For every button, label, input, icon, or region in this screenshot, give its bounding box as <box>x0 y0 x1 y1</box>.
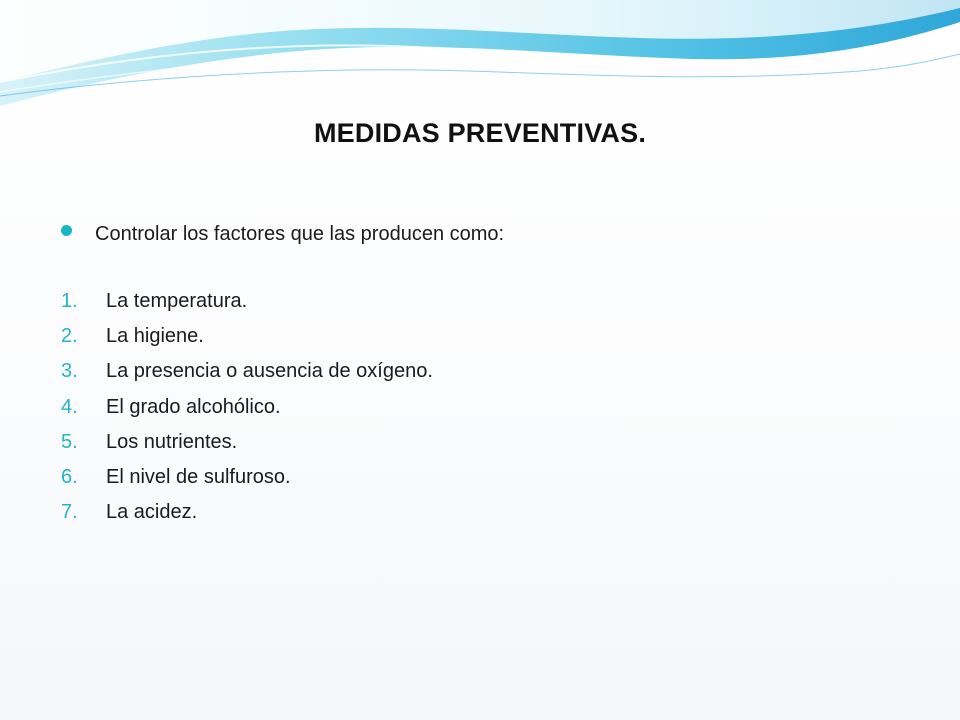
list-item <box>61 290 433 325</box>
list-item <box>61 501 433 536</box>
list-item-text: La higiene. <box>106 325 204 348</box>
list-item-text: El grado alcohólico. <box>106 395 281 418</box>
slide-title: MEDIDAS PREVENTIVAS. <box>313 118 647 148</box>
list-item-number: 7. <box>61 501 78 524</box>
bullet-item <box>61 223 504 246</box>
bullet-text: Controlar los factores que las producen como: <box>95 223 505 245</box>
list-item <box>61 431 433 466</box>
list-item <box>61 396 433 431</box>
list-item-number: 1. <box>61 290 78 312</box>
list-item-number: 5. <box>61 430 78 453</box>
list-item-number: 6. <box>61 465 78 488</box>
list-item <box>61 466 433 501</box>
list-item <box>61 360 433 395</box>
list-item <box>61 325 433 360</box>
list-item-text: La acidez. <box>106 501 198 524</box>
numbered-list <box>61 290 433 536</box>
list-item-number: 4. <box>61 395 78 418</box>
list-item-number: 2. <box>61 325 78 348</box>
list-item-number: 3. <box>61 360 78 383</box>
list-item-text: La temperatura. <box>106 290 248 312</box>
list-item-text: El nivel de sulfuroso. <box>106 465 291 488</box>
list-item-text: Los nutrientes. <box>106 430 238 453</box>
list-item-text: La presencia o ausencia de oxígeno. <box>106 360 433 383</box>
header-wave-decoration <box>0 0 960 120</box>
bullet-dot-icon <box>61 225 72 236</box>
